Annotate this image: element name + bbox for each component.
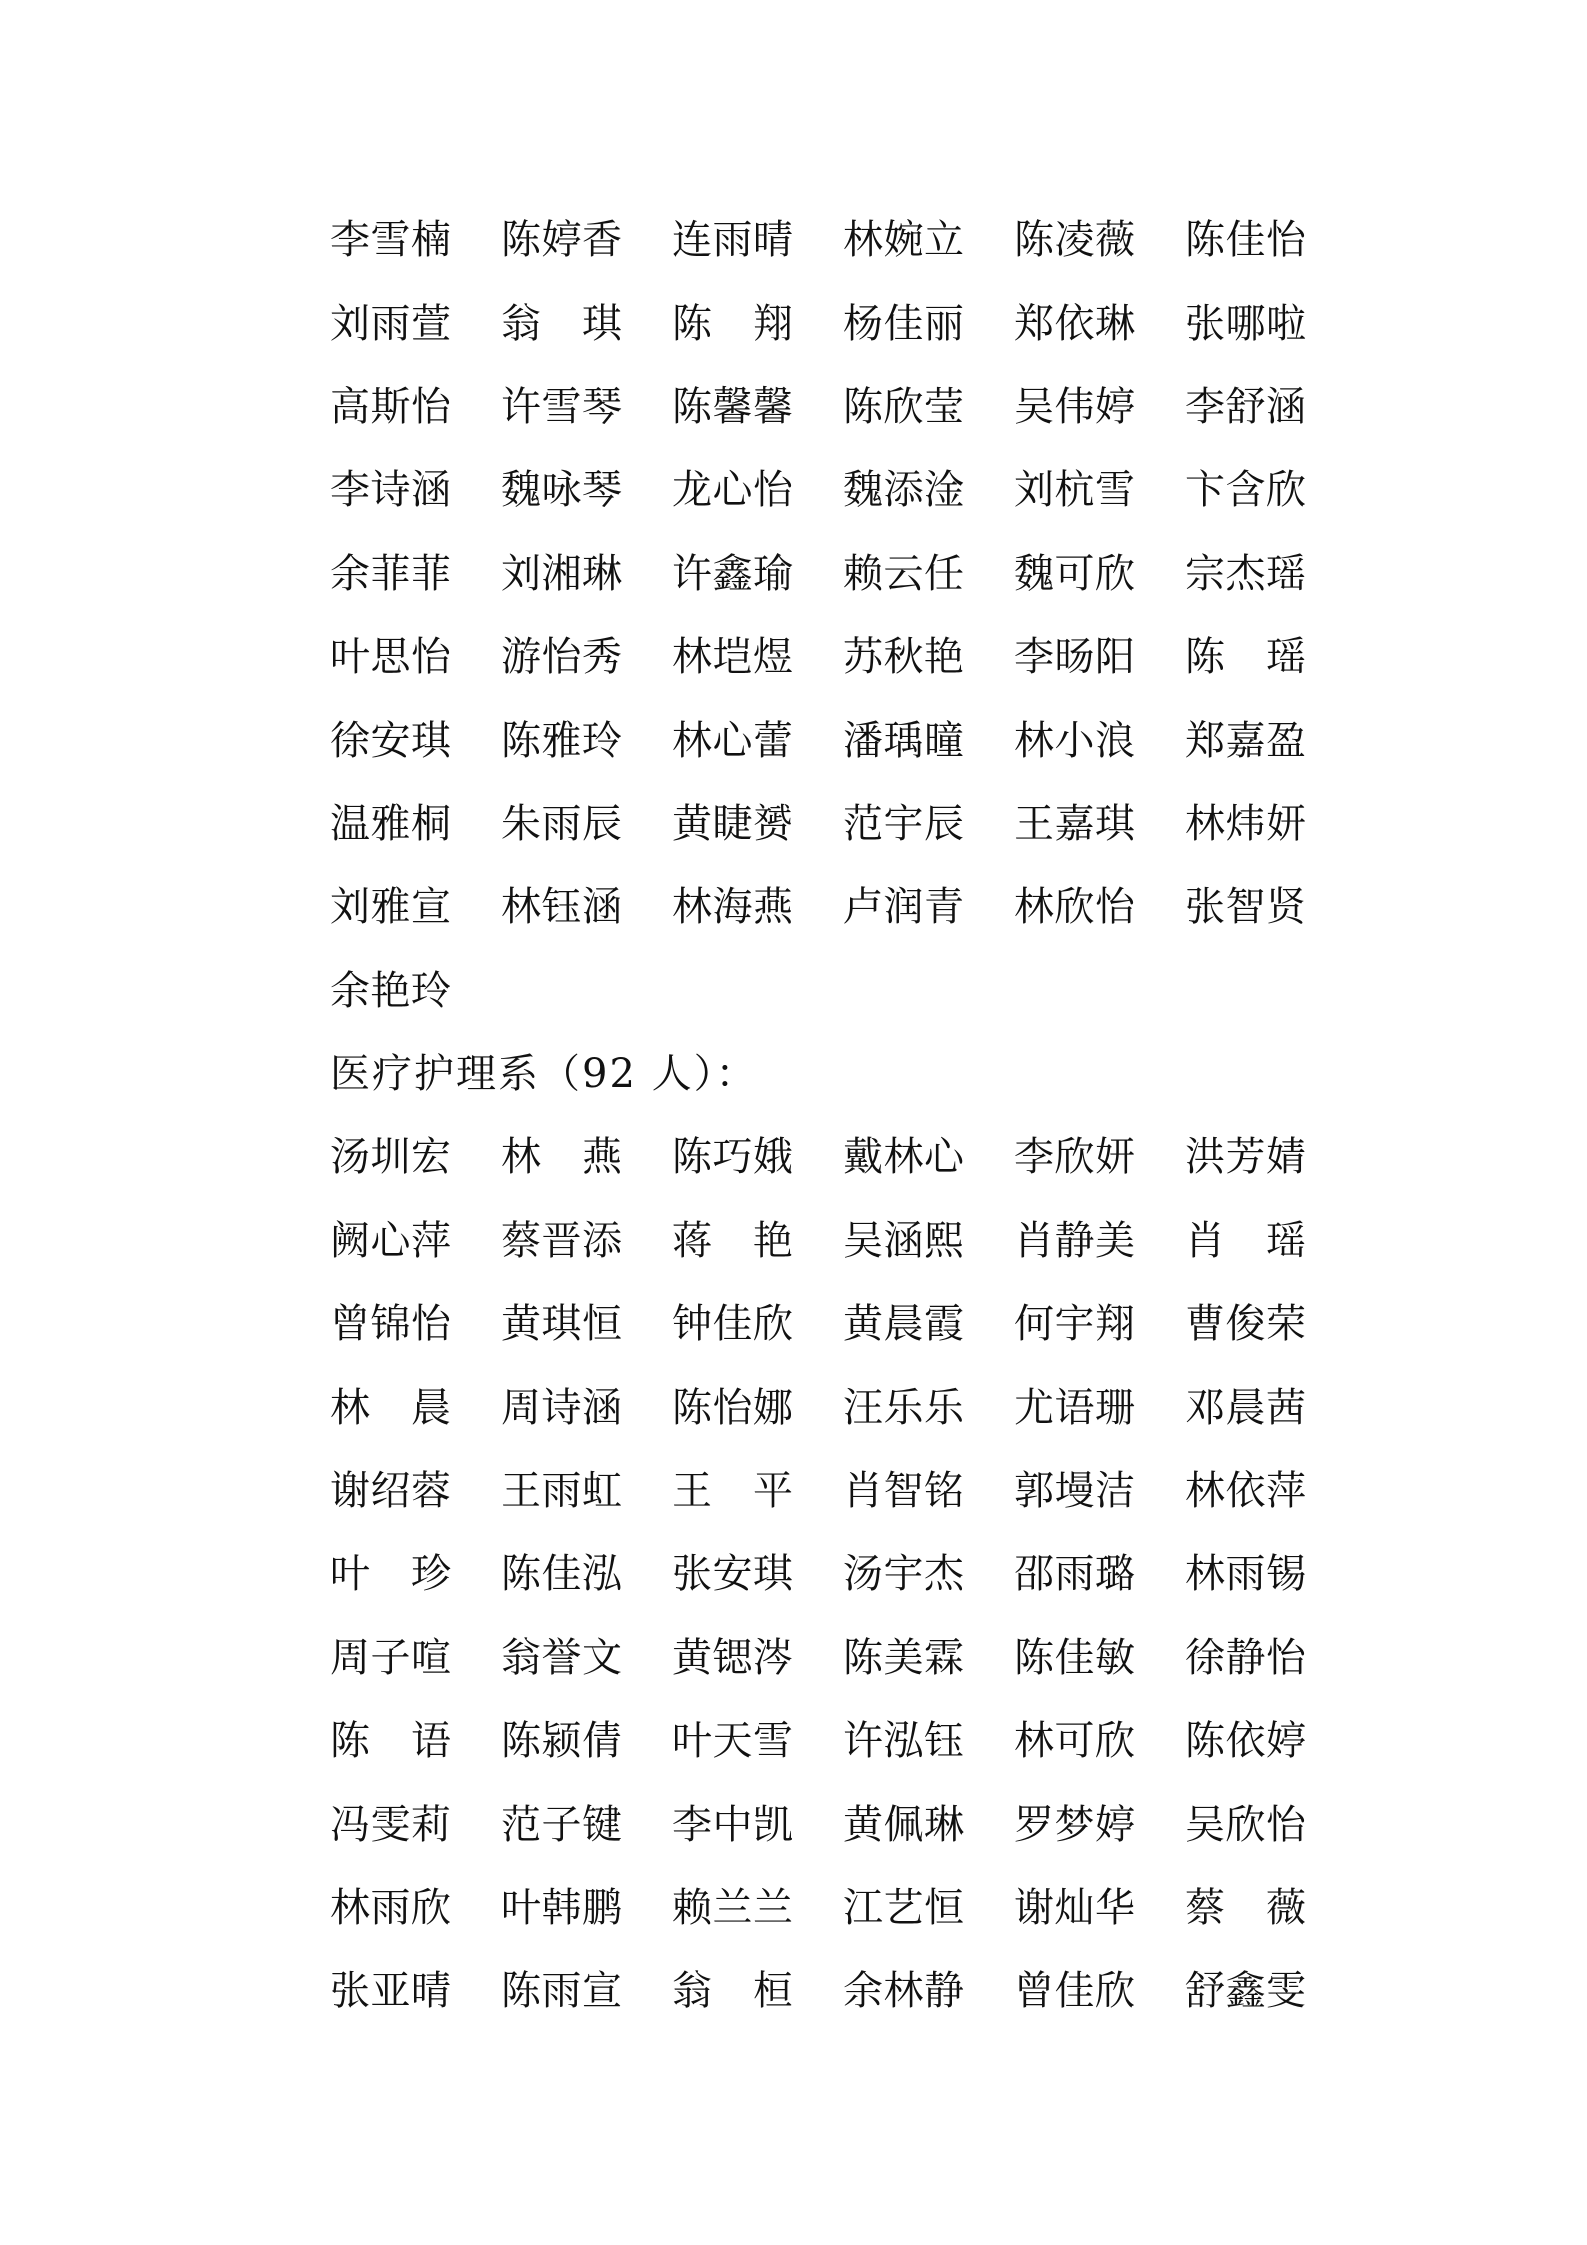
student-name: 李中凯	[672, 1801, 793, 1848]
name-row	[330, 695, 1330, 778]
student-name: 曾佳欣	[1014, 1968, 1135, 2015]
name-row	[330, 1779, 1330, 1862]
student-name: 徐静怡	[1185, 1634, 1306, 1681]
student-name: 叶天雪	[672, 1718, 793, 1765]
student-name: 林雨欣	[330, 1885, 451, 1931]
name-row	[330, 1863, 1330, 1946]
name-row	[330, 278, 1330, 361]
student-name: 蒋艳	[672, 1217, 793, 1264]
student-name: 阙心萍	[330, 1217, 451, 1264]
name-row	[330, 779, 1330, 862]
student-name: 曾锦怡	[330, 1301, 451, 1348]
name-row	[330, 1696, 1330, 1779]
student-name: 龙心怡	[672, 467, 793, 514]
student-name: 王平	[672, 1468, 793, 1515]
student-name: 林燕	[501, 1134, 622, 1181]
name-row	[330, 1529, 1330, 1612]
student-name: 刘杭雪	[1014, 467, 1135, 514]
student-name: 刘雅宣	[330, 884, 451, 931]
student-name: 陈欣莹	[843, 383, 964, 430]
student-name: 李旸阳	[1014, 634, 1135, 681]
name-row	[330, 1279, 1330, 1362]
student-name: 连雨晴	[672, 217, 793, 264]
name-row	[330, 195, 1330, 278]
student-name: 蔡晋添	[501, 1217, 622, 1264]
student-name: 江艺恒	[843, 1885, 964, 1931]
name-row	[330, 1613, 1330, 1696]
student-name: 潘瑀曈	[843, 717, 964, 764]
student-name: 黄锶涔	[672, 1634, 793, 1681]
student-name: 刘雨萱	[330, 300, 451, 347]
student-name: 汤宇杰	[843, 1551, 964, 1598]
student-name: 赖兰兰	[672, 1885, 793, 1931]
student-name: 叶思怡	[330, 634, 451, 681]
student-name: 许泓钰	[843, 1718, 964, 1765]
student-name: 林垲煜	[672, 634, 793, 681]
student-name: 蔡薇	[1185, 1885, 1306, 1931]
name-row	[330, 1946, 1330, 2029]
student-name: 余林静	[843, 1968, 964, 2015]
student-name: 赖云任	[843, 550, 964, 597]
student-name: 谢灿华	[1014, 1885, 1135, 1931]
student-name: 吴欣怡	[1185, 1801, 1306, 1848]
name-row	[330, 1362, 1330, 1445]
student-name: 翁誉文	[501, 1634, 622, 1681]
student-name: 林婉立	[843, 217, 964, 264]
student-name: 刘湘琳	[501, 550, 622, 597]
student-name: 陈凌薇	[1014, 217, 1135, 264]
student-name: 陈雅玲	[501, 717, 622, 764]
student-name: 杨佳丽	[843, 300, 964, 347]
student-name: 魏添淦	[843, 467, 964, 514]
student-name: 余艳玲	[330, 967, 451, 1014]
name-row	[330, 1196, 1330, 1279]
student-name: 王雨虹	[501, 1468, 622, 1515]
student-name: 徐安琪	[330, 717, 451, 764]
student-name: 宗杰瑶	[1185, 550, 1306, 597]
name-row	[330, 362, 1330, 445]
student-name: 林可欣	[1014, 1718, 1135, 1765]
student-name: 高斯怡	[330, 383, 451, 430]
student-name: 陈雨宣	[501, 1968, 622, 2015]
student-name: 邵雨璐	[1014, 1551, 1135, 1598]
student-name: 许雪琴	[501, 383, 622, 430]
student-name: 罗梦婷	[1014, 1801, 1135, 1848]
student-name: 钟佳欣	[672, 1301, 793, 1348]
student-name: 尤语珊	[1014, 1384, 1135, 1431]
student-name: 魏可欣	[1014, 550, 1135, 597]
student-name: 曹俊荣	[1185, 1301, 1306, 1348]
student-name: 林小浪	[1014, 717, 1135, 764]
student-name: 林欣怡	[1014, 884, 1135, 931]
student-name: 苏秋艳	[843, 634, 964, 681]
student-name: 戴林心	[843, 1134, 964, 1181]
student-name: 陈依婷	[1185, 1718, 1306, 1765]
student-name: 张智贤	[1185, 884, 1306, 931]
student-name: 黄佩琳	[843, 1801, 964, 1848]
student-name: 朱雨辰	[501, 800, 622, 847]
student-name: 陈翔	[672, 300, 793, 347]
name-row	[330, 1112, 1330, 1195]
student-name: 陈佳怡	[1185, 217, 1306, 264]
student-name: 陈佳敏	[1014, 1634, 1135, 1681]
student-name: 洪芳婧	[1185, 1134, 1306, 1181]
student-name: 林心蕾	[672, 717, 793, 764]
student-name: 温雅桐	[330, 800, 451, 847]
student-name: 张安琪	[672, 1551, 793, 1598]
student-name: 李舒涵	[1185, 383, 1306, 430]
student-name: 邓晨茜	[1185, 1384, 1306, 1431]
student-name: 陈瑶	[1185, 634, 1306, 681]
student-name: 游怡秀	[501, 634, 622, 681]
student-name: 黄晨霞	[843, 1301, 964, 1348]
student-name: 张亚晴	[330, 1968, 451, 2015]
student-name: 林海燕	[672, 884, 793, 931]
student-name: 陈巧娥	[672, 1134, 793, 1181]
student-name: 李诗涵	[330, 467, 451, 514]
student-name: 陈佳泓	[501, 1551, 622, 1598]
name-row	[330, 529, 1330, 612]
student-name: 林炜妍	[1185, 800, 1306, 847]
student-name: 汪乐乐	[843, 1384, 964, 1431]
student-name: 卞含欣	[1185, 467, 1306, 514]
student-name: 黄琪恒	[501, 1301, 622, 1348]
student-name: 陈颍倩	[501, 1718, 622, 1765]
student-name: 翁琪	[501, 300, 622, 347]
student-name: 肖智铭	[843, 1468, 964, 1515]
student-name: 黄睫赟	[672, 800, 793, 847]
name-list-content	[330, 195, 1330, 2030]
student-name: 陈怡娜	[672, 1384, 793, 1431]
student-name: 汤圳宏	[330, 1134, 451, 1181]
name-row	[330, 946, 1330, 1029]
student-name: 周诗涵	[501, 1384, 622, 1431]
section-heading-medical-nursing: 医疗护理系（92 人）：	[330, 1051, 758, 1098]
student-name: 范子键	[501, 1801, 622, 1848]
student-name: 林雨锡	[1185, 1551, 1306, 1598]
student-name: 肖瑶	[1185, 1217, 1306, 1264]
student-name: 叶韩鹏	[501, 1885, 622, 1931]
student-name: 林钰涵	[501, 884, 622, 931]
student-name: 陈婷香	[501, 217, 622, 264]
name-list-section-1	[330, 195, 1330, 1029]
student-name: 卢润青	[843, 884, 964, 931]
name-row	[330, 445, 1330, 528]
student-name: 叶珍	[330, 1551, 451, 1598]
student-name: 许鑫瑜	[672, 550, 793, 597]
student-name: 肖静美	[1014, 1217, 1135, 1264]
student-name: 郑依琳	[1014, 300, 1135, 347]
student-name: 何宇翔	[1014, 1301, 1135, 1348]
student-name: 冯雯莉	[330, 1801, 451, 1848]
name-row	[330, 862, 1330, 945]
student-name: 李欣妍	[1014, 1134, 1135, 1181]
student-name: 范宇辰	[843, 800, 964, 847]
name-list-section-2	[330, 1112, 1330, 2029]
student-name: 陈馨馨	[672, 383, 793, 430]
student-name: 陈美霖	[843, 1634, 964, 1681]
student-name: 郑嘉盈	[1185, 717, 1306, 764]
student-name: 吴伟婷	[1014, 383, 1135, 430]
student-name: 陈语	[330, 1718, 451, 1765]
student-name: 林依萍	[1185, 1468, 1306, 1515]
student-name: 吴涵熙	[843, 1217, 964, 1264]
student-name: 王嘉琪	[1014, 800, 1135, 847]
student-name: 李雪楠	[330, 217, 451, 264]
student-name: 魏咏琴	[501, 467, 622, 514]
name-row	[330, 612, 1330, 695]
student-name: 谢绍蓉	[330, 1468, 451, 1515]
student-name: 郭墁洁	[1014, 1468, 1135, 1515]
student-name: 周子喧	[330, 1634, 451, 1681]
name-row	[330, 1446, 1330, 1529]
student-name: 舒鑫雯	[1185, 1968, 1306, 2015]
student-name: 张哪啦	[1185, 300, 1306, 347]
student-name: 翁桓	[672, 1968, 793, 2015]
student-name: 林晨	[330, 1384, 451, 1431]
student-name: 余菲菲	[330, 550, 451, 597]
